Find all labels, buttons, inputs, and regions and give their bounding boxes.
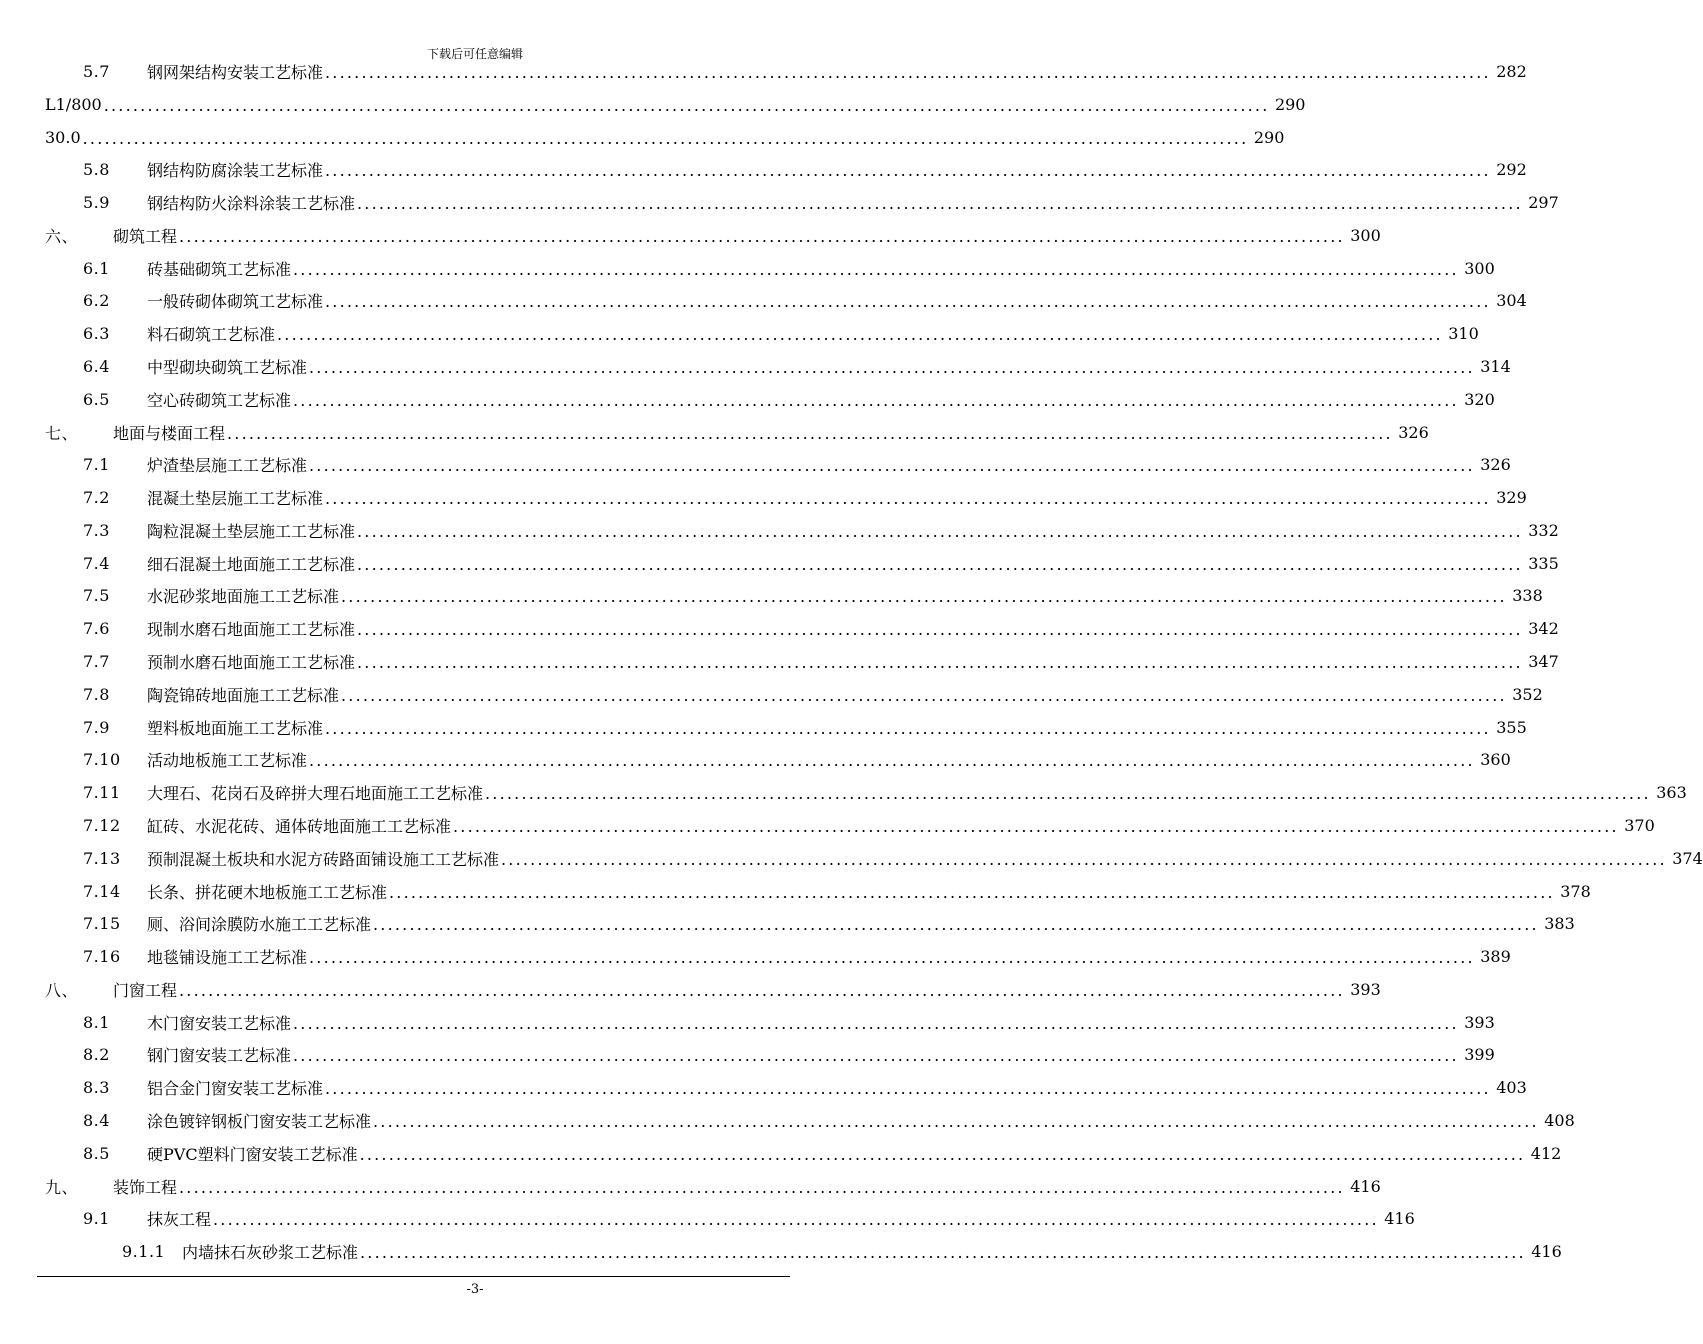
toc-entry-title: 活动地板施工工艺标准 (147, 751, 308, 771)
toc-entry-title: 水泥砂浆地面施工工艺标准 (147, 587, 340, 607)
toc-entry-number: 7.10 (83, 750, 121, 770)
toc-entry[interactable] (83, 711, 1527, 744)
toc-entry-title: 涂色镀锌钢板门窗安装工艺标准 (147, 1111, 372, 1131)
toc-entry[interactable] (83, 1006, 1495, 1039)
toc-entry-number: 5.8 (83, 160, 110, 180)
toc-entry[interactable] (83, 907, 1575, 940)
toc-entry[interactable] (83, 1104, 1575, 1137)
dot-leader: ................................................................................................................................................................ (293, 259, 1459, 279)
dot-leader: ................................................................................................................................................................ (179, 980, 1345, 1000)
toc-entry-number: 九、 (45, 1177, 79, 1197)
toc-entry-title: 钢结构防火涂料涂装工艺标准 (147, 194, 356, 214)
toc-entry-page: 412 (1530, 1143, 1562, 1163)
toc-entry-page: 326 (1398, 422, 1429, 442)
toc-entry-title: 缸砖、水泥花砖、通体砖地面施工工艺标准 (147, 816, 452, 836)
toc-entry-title: 塑料板地面施工工艺标准 (147, 718, 324, 738)
toc-entry-title: 中型砌块砌筑工艺标准 (147, 358, 308, 378)
toc-entry[interactable] (122, 1235, 1562, 1268)
dot-leader: ................................................................................................................................................................ (293, 1046, 1459, 1066)
toc-entry-page: 360 (1480, 750, 1511, 770)
toc-entry-number: 6.4 (83, 357, 110, 377)
toc-entry[interactable] (83, 317, 1479, 350)
toc-entry-page: 389 (1480, 947, 1511, 967)
toc-entry-title: 预制混凝土板块和水泥方砖路面铺设施工工艺标准 (147, 849, 500, 869)
toc-entry-title: 大理石、花岗石及碎拼大理石地面施工工艺标准 (147, 784, 484, 804)
toc-entry[interactable] (83, 1071, 1527, 1104)
toc-entry-page: 290 (1253, 127, 1285, 147)
toc-entry-title: 混凝土垫层施工工艺标准 (147, 489, 324, 509)
toc-entry-number: 7.5 (83, 586, 110, 606)
toc-entry[interactable] (45, 973, 1381, 1006)
toc-entry-page: 304 (1496, 291, 1527, 311)
toc-entry-title: 30.0 (45, 127, 81, 147)
toc-entry-number: 6.5 (83, 389, 110, 409)
dot-leader: ................................................................................................................................................................ (325, 63, 1491, 82)
toc-entry-number: 5.9 (83, 193, 110, 213)
toc-entry-title: 预制水磨石地面施工工艺标准 (147, 653, 356, 673)
toc-entry-page: 314 (1480, 357, 1511, 377)
toc-entry[interactable] (83, 940, 1511, 973)
toc-entry-number: 7.6 (83, 619, 110, 639)
toc-entry[interactable] (45, 88, 1306, 121)
toc-entry-number: 7.14 (83, 881, 121, 901)
dot-leader: ................................................................................................................................................................ (293, 1013, 1459, 1033)
toc-entry-page: 393 (1350, 979, 1381, 999)
toc-entry-page: 416 (1384, 1209, 1415, 1229)
toc-entry-title: 钢网架结构安装工艺标准 (147, 63, 324, 82)
toc-entry[interactable] (83, 579, 1543, 612)
toc-entry-number: 7.4 (83, 553, 110, 573)
toc-entry-page: 338 (1512, 586, 1543, 606)
dot-leader: ................................................................................................................................................................ (179, 1177, 1345, 1197)
toc-entry-page: 383 (1544, 914, 1575, 934)
toc-entry-number: 8.1 (83, 1012, 110, 1032)
toc-entry-page: 399 (1464, 1045, 1495, 1065)
toc-entry-title: 现制水磨石地面施工工艺标准 (147, 620, 356, 640)
toc-entry-title: 钢结构防腐涂装工艺标准 (147, 161, 324, 181)
toc-entry-title: 长条、拼花硬木地板施工工艺标准 (147, 882, 388, 902)
toc-entry-page: 342 (1528, 619, 1559, 639)
toc-entry-number: 7.7 (83, 652, 110, 672)
toc-entry-number: 8.2 (83, 1045, 110, 1065)
dot-leader: ................................................................................................................................................................ (357, 653, 1523, 673)
toc-entry-page: 393 (1464, 1012, 1495, 1032)
toc-entry-page: 408 (1544, 1110, 1575, 1130)
toc-entry-number: 7.15 (83, 914, 121, 934)
toc-entry-title: 装饰工程 (113, 1177, 178, 1197)
dot-leader: ................................................................................................................................................................ (325, 718, 1491, 738)
toc-entry-page: 347 (1528, 652, 1559, 672)
toc-entry[interactable] (45, 121, 1285, 154)
toc-entry-title: 钢门窗安装工艺标准 (147, 1046, 292, 1066)
toc-entry-number: 7.8 (83, 684, 110, 704)
toc-entry-title: 厕、浴间涂膜防水施工工艺标准 (147, 915, 372, 935)
dot-leader: ................................................................................................................................................................ (357, 194, 1523, 214)
toc-entry-title: 炉渣垫层施工工艺标准 (147, 456, 308, 476)
toc-entry[interactable] (83, 1137, 1562, 1170)
dot-leader: ................................................................................................................................................................ (501, 849, 1667, 869)
dot-leader: ................................................................................................................................................................ (179, 226, 1345, 246)
toc-entry-number: 7.11 (83, 783, 121, 803)
toc-entry-page: 290 (1274, 94, 1306, 114)
toc-entry-number: 7.12 (83, 815, 121, 835)
dot-leader: ................................................................................................................................................................ (357, 554, 1523, 574)
toc-entry-title: 铝合金门窗安装工艺标准 (147, 1079, 324, 1099)
toc-entry-number: 7.1 (83, 455, 110, 475)
dot-leader: ................................................................................................................................................................ (309, 948, 1475, 968)
toc-entry-title: 砌筑工程 (113, 226, 178, 246)
toc-entry-page: 374 (1672, 848, 1703, 868)
toc-entry[interactable] (83, 252, 1495, 285)
toc-entry-page: 292 (1496, 160, 1527, 180)
toc-entry-page: 297 (1528, 193, 1559, 213)
page-number: -3- (466, 1282, 484, 1297)
toc-entry[interactable] (83, 547, 1559, 580)
toc-entry-number: 6.1 (83, 258, 110, 278)
dot-leader: ................................................................................................................................................................ (325, 1079, 1491, 1099)
toc-entry-page: 282 (1496, 62, 1527, 81)
toc-entry[interactable] (83, 383, 1495, 416)
toc-entry[interactable] (83, 514, 1559, 547)
dot-leader: ................................................................................................................................................................ (103, 95, 1270, 115)
toc-entry-page: 355 (1496, 717, 1527, 737)
toc-entry-number: 7.3 (83, 520, 110, 540)
toc-entry-page: 335 (1528, 553, 1559, 573)
toc-entry-number: 七、 (45, 423, 79, 443)
toc-entry[interactable] (83, 875, 1591, 908)
toc-entry[interactable] (83, 448, 1511, 481)
toc-entry-number: 6.2 (83, 291, 110, 311)
toc-entry[interactable] (83, 481, 1527, 514)
toc-entry-title: 陶瓷锦砖地面施工工艺标准 (147, 685, 340, 705)
dot-leader: ................................................................................................................................................................ (359, 1144, 1526, 1164)
toc-entry[interactable] (83, 645, 1559, 678)
dot-leader: ................................................................................................................................................................ (227, 423, 1393, 443)
toc-entry-title: 地毯铺设施工工艺标准 (147, 948, 308, 968)
toc-entry[interactable] (83, 842, 1703, 875)
toc-entry-title: 门窗工程 (113, 980, 178, 1000)
toc-entry-number: 8.4 (83, 1110, 110, 1130)
footer-divider (37, 1276, 790, 1277)
toc-entry-title: 地面与楼面工程 (113, 423, 226, 443)
toc-entry[interactable] (83, 1038, 1495, 1071)
toc-entry[interactable] (83, 55, 1527, 88)
toc-entry-number: 5.7 (83, 62, 110, 81)
toc-entry-number: 7.9 (83, 717, 110, 737)
toc-entry-number: 六、 (45, 226, 79, 246)
dot-leader: ................................................................................................................................................................ (309, 751, 1475, 771)
toc-entry[interactable] (83, 186, 1559, 219)
toc-entry-title: 一般砖砌体砌筑工艺标准 (147, 292, 324, 312)
toc-entry[interactable] (83, 743, 1511, 776)
toc-entry-title: 内墙抹石灰砂浆工艺标准 (182, 1243, 359, 1263)
dot-leader: ................................................................................................................................................................ (357, 620, 1523, 640)
toc-entry-page: 310 (1448, 324, 1479, 344)
toc-entry-number: 9.1.1 (122, 1242, 166, 1262)
dot-leader: ................................................................................................................................................................ (357, 521, 1523, 541)
dot-leader: ................................................................................................................................................................ (82, 128, 1249, 148)
dot-leader: ................................................................................................................................................................ (373, 915, 1539, 935)
toc-entry-title: 细石混凝土地面施工工艺标准 (147, 554, 356, 574)
toc-entry-number: 6.3 (83, 324, 110, 344)
dot-leader: ................................................................................................................................................................ (341, 685, 1507, 705)
toc-entry-page: 320 (1464, 389, 1495, 409)
toc-entry-title: 陶粒混凝土垫层施工工艺标准 (147, 521, 356, 541)
toc-entry-page: 326 (1480, 455, 1511, 475)
toc-entry-title: 抹灰工程 (147, 1210, 212, 1230)
toc-entry[interactable] (83, 153, 1527, 186)
dot-leader: ................................................................................................................................................................ (360, 1243, 1526, 1263)
dot-leader: ................................................................................................................................................................ (389, 882, 1555, 902)
toc-entry[interactable] (45, 219, 1381, 252)
toc-entry-title: 硬PVC塑料门窗安装工艺标准 (147, 1144, 358, 1164)
dot-leader: ................................................................................................................................................................ (453, 816, 1619, 836)
page-header: 下载后可任意编辑 (426, 47, 523, 61)
toc-entry-page: 363 (1656, 783, 1687, 803)
toc-entry-page: 403 (1496, 1078, 1527, 1098)
toc-entry-number: 7.13 (83, 848, 121, 868)
dot-leader: ................................................................................................................................................................ (325, 161, 1491, 181)
toc-entry-page: 352 (1512, 684, 1543, 704)
toc-entry-number: 9.1 (83, 1209, 110, 1229)
toc-entry-number: 7.16 (83, 947, 121, 967)
toc-entry-title: L1/800 (45, 94, 102, 114)
dot-leader: ................................................................................................................................................................ (325, 292, 1491, 312)
toc-entry-page: 332 (1528, 520, 1559, 540)
toc-entry-page: 300 (1350, 225, 1381, 245)
dot-leader: ................................................................................................................................................................ (293, 390, 1459, 410)
toc-entry[interactable] (83, 612, 1559, 645)
dot-leader: ................................................................................................................................................................ (213, 1210, 1379, 1230)
toc-entry-page: 370 (1624, 815, 1655, 835)
dot-leader: ................................................................................................................................................................ (309, 456, 1475, 476)
toc-entry-page: 416 (1350, 1176, 1381, 1196)
toc-entry-page: 300 (1464, 258, 1495, 278)
dot-leader: ................................................................................................................................................................ (309, 358, 1475, 378)
toc-entry-number: 8.5 (83, 1143, 110, 1163)
dot-leader: ................................................................................................................................................................ (373, 1111, 1539, 1131)
toc-entry[interactable] (45, 416, 1429, 449)
toc-entry[interactable] (83, 284, 1527, 317)
toc-entry[interactable] (83, 1202, 1415, 1235)
toc-entry-title: 砖基础砌筑工艺标准 (147, 259, 292, 279)
toc-entry[interactable] (45, 1170, 1381, 1203)
toc-entry-page: 378 (1560, 881, 1591, 901)
toc-entry-title: 料石砌筑工艺标准 (147, 325, 276, 345)
toc-entry-number: 八、 (45, 980, 79, 1000)
toc-entry[interactable] (83, 678, 1543, 711)
dot-leader: ................................................................................................................................................................ (341, 587, 1507, 607)
toc-entry[interactable] (83, 350, 1511, 383)
dot-leader: ................................................................................................................................................................ (277, 325, 1443, 345)
toc-entry-title: 空心砖砌筑工艺标准 (147, 390, 292, 410)
toc-entry-title: 木门窗安装工艺标准 (147, 1013, 292, 1033)
toc-entry-page: 329 (1496, 488, 1527, 508)
toc-entry-page: 416 (1531, 1242, 1562, 1262)
toc-entry[interactable] (83, 776, 1687, 809)
toc-entry-number: 8.3 (83, 1078, 110, 1098)
dot-leader: ................................................................................................................................................................ (325, 489, 1491, 509)
dot-leader: ................................................................................................................................................................ (485, 784, 1651, 804)
toc-entry-number: 7.2 (83, 488, 110, 508)
toc-entry[interactable] (83, 809, 1655, 842)
